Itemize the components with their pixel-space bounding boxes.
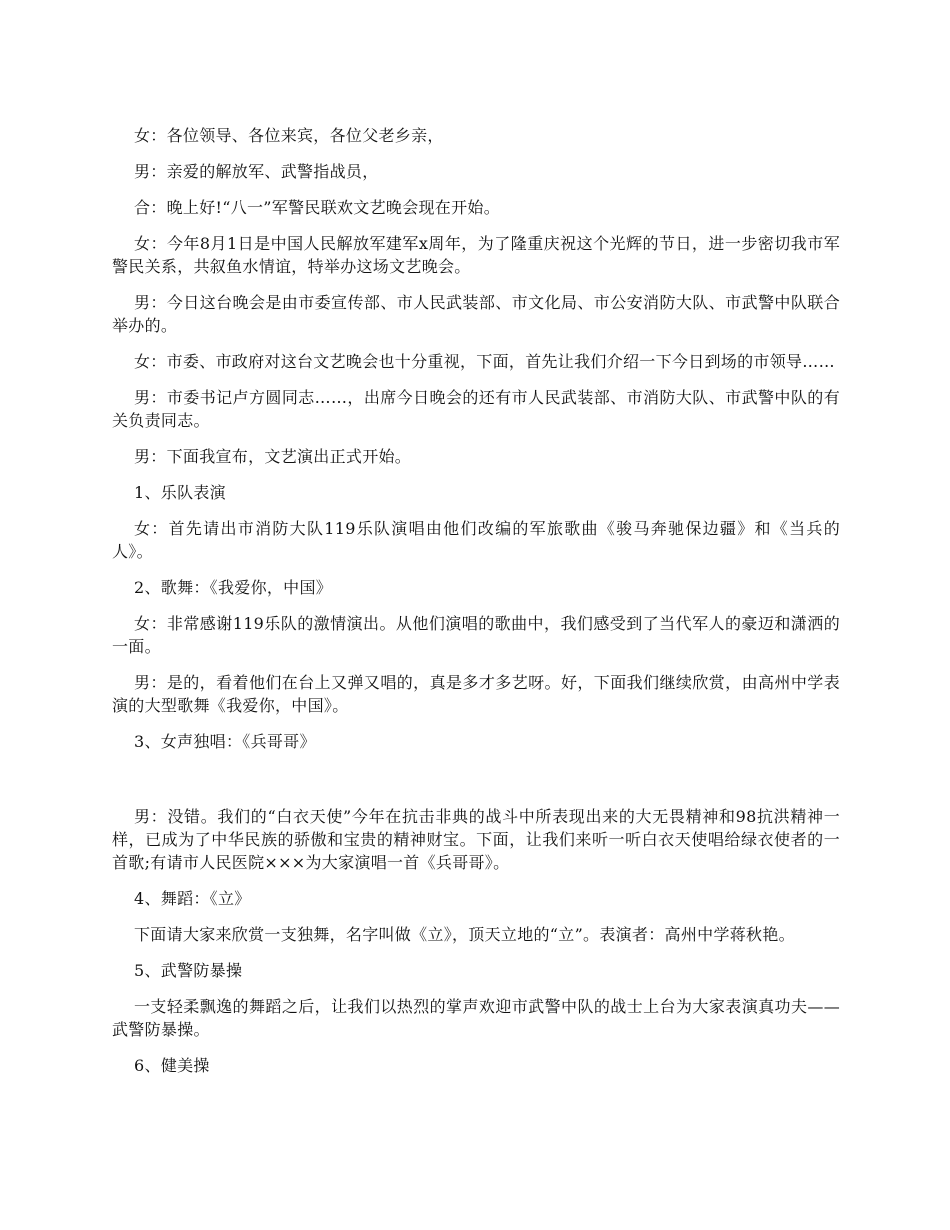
paragraph: 一支轻柔飘逸的舞蹈之后，让我们以热烈的掌声欢迎市武警中队的战士上台为大家表演真功夫——武警防暴操。 — [112, 997, 840, 1039]
paragraph: 男：市委书记卢方圆同志……，出席今日晚会的还有市人民武装部、市消防大队、市武警中队的有关负责同志。 — [112, 388, 840, 430]
paragraph: 男：今日这台晚会是由市委宣传部、市人民武装部、市文化局、市公安消防大队、市武警中队联合举办的。 — [112, 293, 840, 335]
paragraph: 女：市委、市政府对这台文艺晚会也十分重视，下面，首先让我们介绍一下今日到场的市领导…… — [134, 352, 835, 371]
paragraph: 女：今年8月1日是中国人民解放军建军x周年，为了隆重庆祝这个光辉的节日，进一步密切我市军警民关系，共叙鱼水情谊，特举办这场文艺晚会。 — [112, 234, 840, 276]
section-heading: 3、女声独唱：《兵哥哥》 — [134, 732, 316, 751]
paragraph: 女：首先请出市消防大队119乐队演唱由他们改编的军旅歌曲《骏马奔驰保边疆》和《当兵的人》。 — [112, 519, 840, 561]
paragraph: 女：非常感谢119乐队的激情演出。从他们演唱的歌曲中，我们感受到了当代军人的豪迈和潇洒的一面。 — [112, 614, 840, 656]
paragraph: 男：是的，看着他们在台上又弹又唱的，真是多才多艺呀。好，下面我们继续欣赏，由高州中学表演的大型歌舞《我爱你，中国》。 — [112, 673, 840, 715]
paragraph: 男：下面我宣布，文艺演出正式开始。 — [134, 447, 412, 466]
section-heading: 5、武警防暴操 — [134, 961, 243, 980]
paragraph: 下面请大家来欣赏一支独舞，名字叫做《立》，顶天立地的“立”。表演者：高州中学蒋秋艳。 — [134, 925, 795, 944]
section-heading: 4、舞蹈：《立》 — [134, 889, 251, 908]
paragraph: 合：晚上好!“八一”军警民联欢文艺晚会现在开始。 — [134, 198, 500, 217]
paragraph: 女：各位领导、各位来宾，各位父老乡亲， — [134, 126, 444, 145]
paragraph: 男：没错。我们的“白衣天使”今年在抗击非典的战斗中所表现出来的大无畏精神和98抗洪精神一样，已成为了中华民族的骄傲和宝贵的精神财宝。下面，让我们来听一听白衣天使唱给绿衣使者的一首歌;有请市人民医院×××为大家演唱一首《兵哥哥》。 — [112, 807, 840, 872]
section-heading: 6、健美操 — [134, 1056, 210, 1075]
document-body — [112, 124, 840, 1090]
section-heading: 2、歌舞：《我爱你，中国》 — [134, 578, 333, 597]
paragraph: 男：亲爱的解放军、武警指战员， — [134, 162, 379, 181]
section-heading: 1、乐队表演 — [134, 483, 226, 502]
